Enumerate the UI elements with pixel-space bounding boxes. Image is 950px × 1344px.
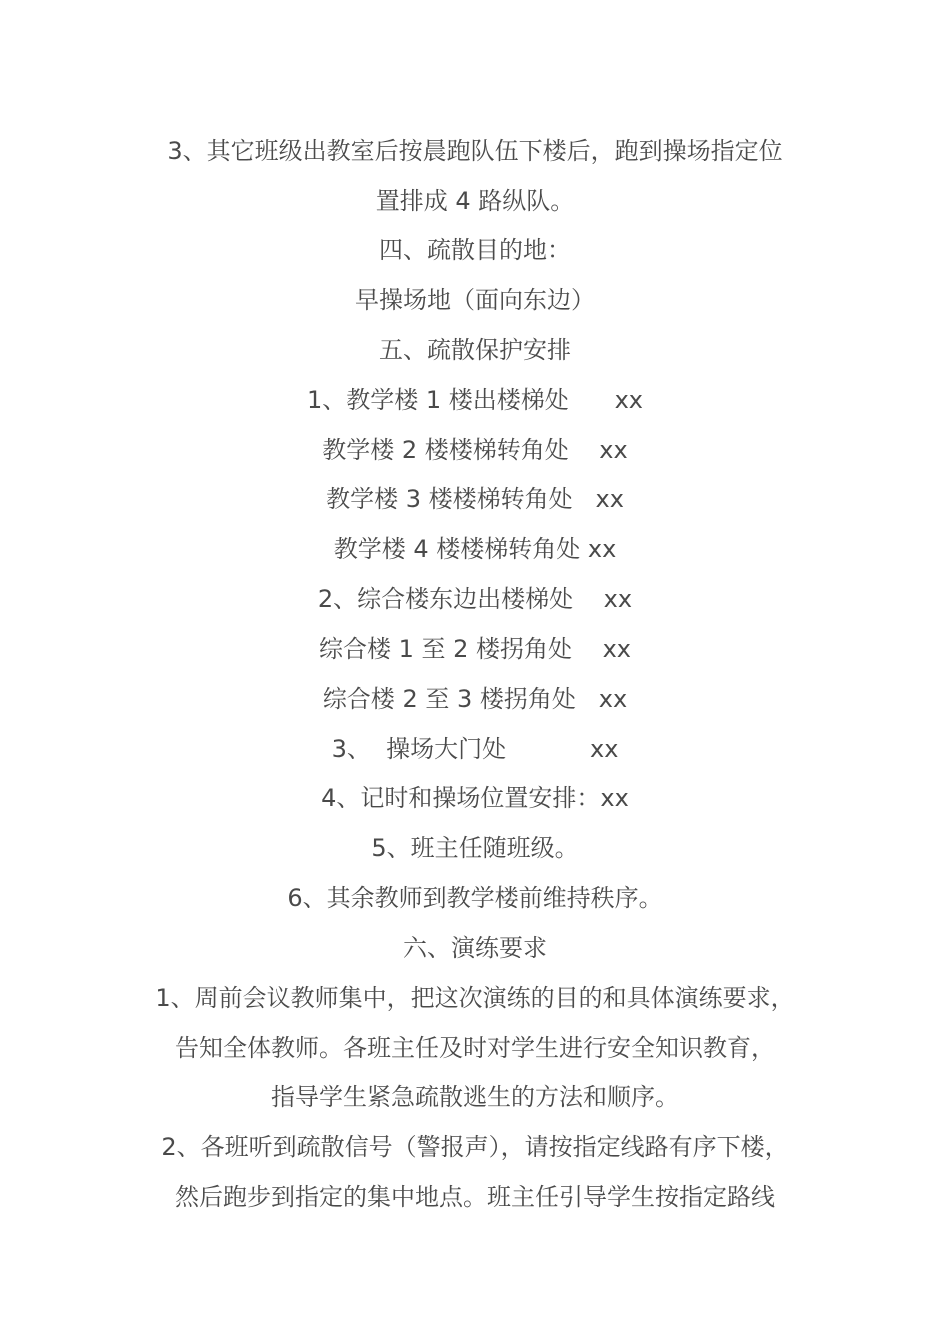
text-line: 教学楼 2 楼楼梯转角处 xx	[322, 436, 628, 464]
text-line: 2、各班听到疏散信号（警报声），请按指定线路有序下楼，	[161, 1133, 789, 1161]
text-line: 置排成 4 路纵队。	[375, 187, 575, 215]
section-heading: 四、疏散目的地：	[379, 236, 571, 264]
text-line: 教学楼 3 楼楼梯转角处 xx	[326, 485, 624, 513]
text-line: 综合楼 1 至 2 楼拐角处 xx	[319, 635, 631, 663]
section-heading: 六、演练要求	[403, 934, 547, 962]
text-line: 2、综合楼东边出楼梯处 xx	[317, 585, 633, 613]
text-line: 告知全体教师。各班主任及时对学生进行安全知识教育，	[175, 1034, 775, 1062]
text-line: 1、周前会议教师集中，把这次演练的目的和具体演练要求，	[155, 984, 795, 1012]
text-line: 3、其它班级出教室后按晨跑队伍下楼后，跑到操场指定位	[167, 137, 783, 165]
text-line: 4、记时和操场位置安排：xx	[321, 784, 629, 812]
text-line: 然后跑步到指定的集中地点。班主任引导学生按指定路线	[175, 1183, 775, 1211]
text-line: 指导学生紧急疏散逃生的方法和顺序。	[271, 1083, 679, 1111]
text-line: 教学楼 4 楼楼梯转角处 xx	[333, 535, 617, 563]
text-line: 6、其余教师到教学楼前维持秩序。	[287, 884, 663, 912]
text-line: 1、教学楼 1 楼出楼梯处 xx	[307, 386, 643, 414]
text-line: 早操场地（面向东边）	[355, 286, 595, 314]
text-line: 3、 操场大门处 xx	[331, 735, 619, 763]
text-line: 5、班主任随班级。	[371, 834, 579, 862]
section-heading: 五、疏散保护安排	[379, 336, 571, 364]
text-line: 综合楼 2 至 3 楼拐角处 xx	[322, 685, 628, 713]
